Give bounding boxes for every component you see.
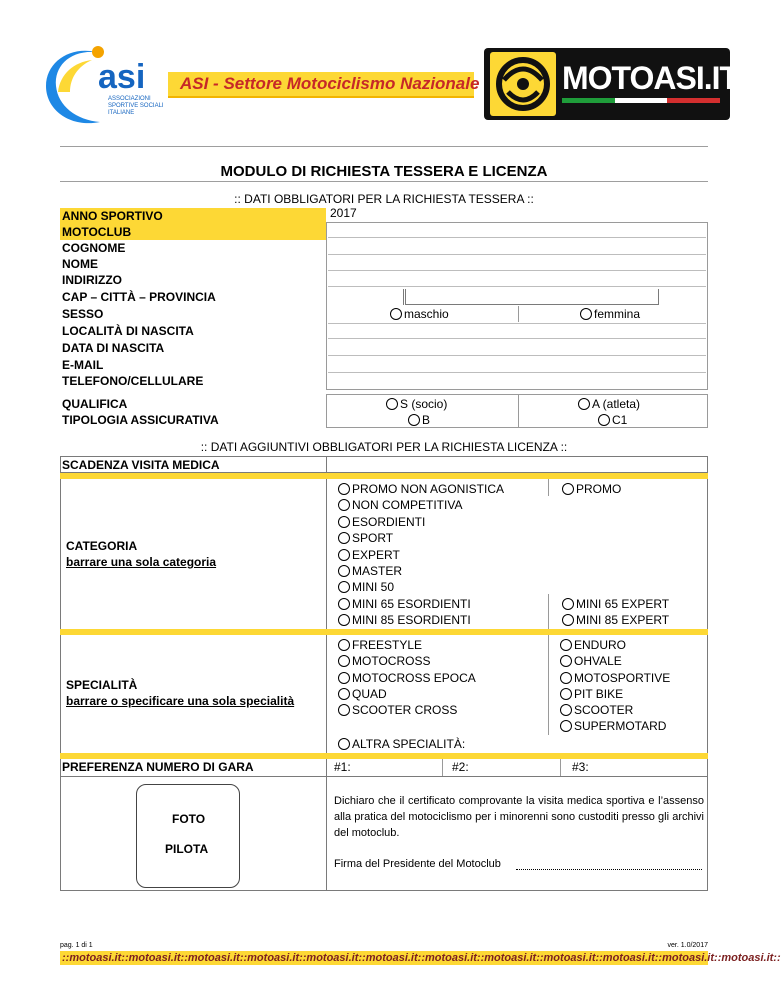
promo-divider bbox=[548, 479, 549, 496]
specialita-col-divider bbox=[548, 635, 549, 735]
categoria-option-label: MINI 85 ESORDIENTI bbox=[352, 613, 471, 627]
specialita-option-label: MOTOSPORTIVE bbox=[574, 671, 671, 685]
radio-icon[interactable] bbox=[560, 704, 572, 716]
radio-icon[interactable] bbox=[338, 614, 350, 626]
radio-icon[interactable] bbox=[338, 499, 350, 511]
radio-icon[interactable] bbox=[560, 720, 572, 732]
header-divider bbox=[60, 146, 708, 147]
label-specialita: SPECIALITÀ bbox=[66, 678, 138, 692]
tire-icon bbox=[490, 52, 556, 116]
categoria-option[interactable] bbox=[562, 596, 669, 612]
radio-icon[interactable] bbox=[562, 614, 574, 626]
label-scadenza-visita: SCADENZA VISITA MEDICA bbox=[62, 458, 220, 472]
localita-nascita-field[interactable] bbox=[328, 323, 706, 339]
numero-slot-1[interactable]: #1: bbox=[334, 760, 351, 774]
radio-icon[interactable] bbox=[338, 639, 350, 651]
scadenza-divider bbox=[326, 456, 327, 473]
radio-icon[interactable] bbox=[338, 532, 350, 544]
categoria-option-label: NON COMPETITIVA bbox=[352, 498, 463, 512]
numero-label-underline bbox=[60, 776, 326, 777]
specialita-option-label: QUAD bbox=[352, 687, 387, 701]
label-telefono: TELEFONO/CELLULARE bbox=[62, 374, 204, 388]
categoria-option-label: MASTER bbox=[352, 564, 403, 578]
radio-icon[interactable] bbox=[338, 516, 350, 528]
specialita-option[interactable] bbox=[560, 702, 633, 718]
altra-specialita-label: ALTRA SPECIALITÀ: bbox=[352, 737, 466, 751]
radio-icon[interactable] bbox=[338, 704, 350, 716]
italian-flag-stripe bbox=[562, 98, 720, 103]
altra-specialita-option[interactable] bbox=[338, 736, 465, 752]
bottom-divider bbox=[326, 759, 327, 891]
radio-icon[interactable] bbox=[598, 414, 610, 426]
radio-icon[interactable] bbox=[560, 688, 572, 700]
specialita-option[interactable] bbox=[560, 686, 623, 702]
specialita-option-label: SCOOTER bbox=[574, 703, 634, 717]
svg-text:asi: asi bbox=[98, 58, 146, 96]
label-numero-gara: PREFERENZA NUMERO DI GARA bbox=[62, 760, 254, 774]
footer-band-text: ::motoasi.it::motoasi.it::motoasi.it::motoasi.it::motoasi.it::motoasi.it::motoasi.it::motoasi.it::motoasi.it::motoasi.it::motoasi.it::motoasi.it:: bbox=[62, 952, 781, 964]
categoria-option[interactable] bbox=[338, 563, 402, 579]
declaration-text: Dichiaro che il certificato comprovante la visita medica sportiva e l’assenso alla pratica del motociclismo per i minorenni sono custoditi presso gli archivi del motoclub. bbox=[334, 795, 704, 839]
motoasi-logo bbox=[484, 48, 739, 120]
label-data-nascita: DATA DI NASCITA bbox=[62, 341, 165, 355]
specialita-option[interactable] bbox=[338, 637, 422, 653]
numero-underline bbox=[326, 776, 708, 777]
categoria-note: barrare una sola categoria bbox=[66, 555, 217, 569]
radio-icon[interactable] bbox=[578, 398, 590, 410]
categoria-option-label: MINI 65 ESORDIENTI bbox=[352, 597, 471, 611]
page-number: pag. 1 di 1 bbox=[60, 942, 93, 949]
motoasi-logo-text: MOTOASI.IT bbox=[562, 60, 739, 96]
categoria-option[interactable] bbox=[338, 514, 425, 530]
categoria-promo-option[interactable] bbox=[562, 481, 621, 497]
qualifica-atleta-option[interactable] bbox=[578, 396, 640, 412]
radio-icon[interactable] bbox=[338, 598, 350, 610]
label-cap-citta: CAP – CITTÀ – PROVINCIA bbox=[62, 290, 216, 304]
specialita-option-label: MOTOCROSS bbox=[352, 654, 431, 668]
categoria-option-label: MINI 65 EXPERT bbox=[576, 597, 670, 611]
label-tipologia-assicurativa: TIPOLOGIA ASSICURATIVA bbox=[62, 413, 219, 427]
radio-icon[interactable] bbox=[560, 639, 572, 651]
specialita-option[interactable] bbox=[560, 670, 670, 686]
radio-icon[interactable] bbox=[390, 308, 402, 320]
specialita-option-label: FREESTYLE bbox=[352, 638, 423, 652]
categoria-option-label: MINI 85 EXPERT bbox=[576, 613, 670, 627]
qualifica-divider bbox=[518, 394, 519, 428]
label-localita-nascita: LOCALITÀ DI NASCITA bbox=[62, 324, 194, 338]
label-nome: NOME bbox=[62, 257, 98, 271]
indirizzo-field[interactable] bbox=[328, 272, 706, 287]
qualifica-atleta-label: A (atleta) bbox=[592, 397, 641, 411]
categoria-option[interactable] bbox=[562, 612, 669, 628]
label-cognome: COGNOME bbox=[62, 241, 126, 255]
specialita-option[interactable] bbox=[338, 653, 430, 669]
radio-icon[interactable] bbox=[580, 308, 592, 320]
specialita-option-label: MOTOCROSS EPOCA bbox=[352, 671, 476, 685]
section1-heading: :: DATI OBBLIGATORI PER LA RICHIESTA TESSERA :: bbox=[234, 192, 534, 206]
radio-icon[interactable] bbox=[560, 655, 572, 667]
numero-divider bbox=[560, 759, 561, 776]
firma-label: Firma del Presidente del Motoclub bbox=[334, 858, 501, 870]
radio-icon[interactable] bbox=[338, 483, 350, 495]
mini-divider bbox=[548, 594, 549, 629]
specialita-option[interactable] bbox=[338, 670, 476, 686]
radio-icon[interactable] bbox=[338, 565, 350, 577]
radio-icon[interactable] bbox=[560, 672, 572, 684]
categoria-option-label: SPORT bbox=[352, 531, 394, 545]
sesso-maschio-option[interactable] bbox=[390, 306, 449, 322]
asi-logo-subtitle: ASSOCIAZIONI SPORTIVE SOCIALI ITALIANE bbox=[108, 96, 164, 116]
sesso-maschio-label: maschio bbox=[404, 307, 449, 321]
specialita-option[interactable] bbox=[560, 637, 626, 653]
sesso-femmina-label: femmina bbox=[594, 307, 641, 321]
telefono-field[interactable] bbox=[328, 373, 706, 389]
radio-icon[interactable] bbox=[338, 581, 350, 593]
tipologia-c1-option[interactable] bbox=[598, 412, 627, 428]
specialita-divider bbox=[326, 635, 327, 753]
tipologia-c1-label: C1 bbox=[612, 413, 628, 427]
foto-label: FOTO bbox=[172, 812, 206, 826]
label-email: E-MAIL bbox=[62, 358, 104, 372]
nome-field[interactable] bbox=[328, 256, 706, 271]
section2-heading: :: DATI AGGIUNTIVI OBBLIGATORI PER LA RICHIESTA LICENZA :: bbox=[200, 440, 568, 454]
radio-icon[interactable] bbox=[562, 483, 574, 495]
version: ver. 1.0/2017 bbox=[667, 942, 708, 949]
categoria-option[interactable] bbox=[338, 497, 462, 513]
specialita-note: barrare o specificare una sola specialità bbox=[66, 694, 295, 708]
qualifica-socio-option[interactable] bbox=[386, 396, 447, 412]
specialita-option-label: SUPERMOTARD bbox=[574, 719, 667, 733]
scadenza-field[interactable] bbox=[328, 458, 706, 472]
label-indirizzo: INDIRIZZO bbox=[62, 273, 122, 287]
radio-icon[interactable] bbox=[562, 598, 574, 610]
label-categoria: CATEGORIA bbox=[66, 539, 138, 553]
categoria-option-label: MINI 50 bbox=[352, 580, 395, 594]
qualifica-socio-label: S (socio) bbox=[400, 397, 448, 411]
numero-divider bbox=[442, 759, 443, 776]
citta-field[interactable] bbox=[405, 289, 659, 305]
numero-slot-3[interactable]: #3: bbox=[572, 760, 589, 774]
specialita-option[interactable] bbox=[560, 718, 666, 734]
page-title: MODULO DI RICHIESTA TESSERA E LICENZA bbox=[220, 163, 548, 180]
radio-icon[interactable] bbox=[408, 414, 420, 426]
firma-line[interactable] bbox=[516, 869, 702, 870]
categoria-option[interactable] bbox=[338, 596, 471, 612]
label-sesso: SESSO bbox=[62, 307, 104, 321]
radio-icon[interactable] bbox=[386, 398, 398, 410]
categoria-option-label: PROMO bbox=[576, 482, 622, 496]
cap-field[interactable] bbox=[328, 289, 404, 305]
email-field[interactable] bbox=[328, 357, 706, 373]
title-divider bbox=[60, 181, 708, 182]
categoria-option[interactable] bbox=[338, 612, 471, 628]
categoria-option[interactable] bbox=[338, 547, 400, 563]
categoria-option-label: PROMO NON AGONISTICA bbox=[352, 482, 505, 496]
radio-icon[interactable] bbox=[338, 738, 350, 750]
specialita-option[interactable] bbox=[338, 686, 387, 702]
categoria-option-label: ESORDIENTI bbox=[352, 515, 426, 529]
asi-logo bbox=[40, 44, 172, 128]
radio-icon[interactable] bbox=[338, 688, 350, 700]
label-anno-sportivo: ANNO SPORTIVO bbox=[60, 208, 326, 224]
categoria-divider bbox=[326, 479, 327, 629]
asi-band bbox=[168, 72, 480, 98]
provincia-field[interactable] bbox=[660, 289, 706, 305]
footer-band bbox=[60, 951, 781, 965]
specialita-option[interactable] bbox=[338, 702, 457, 718]
value-anno-sportivo: 2017 bbox=[330, 206, 357, 220]
sesso-divider bbox=[518, 306, 519, 322]
specialita-option-label: ENDURO bbox=[574, 638, 627, 652]
categoria-option[interactable] bbox=[338, 481, 504, 497]
specialita-option-label: OHVALE bbox=[574, 654, 622, 668]
asi-band-text: ASI - Settore Motociclismo Nazionale bbox=[180, 74, 480, 93]
motoclub-field[interactable] bbox=[328, 224, 706, 238]
sesso-femmina-option[interactable] bbox=[580, 306, 640, 322]
label-motoclub: MOTOCLUB bbox=[60, 224, 326, 240]
radio-icon[interactable] bbox=[338, 672, 350, 684]
tipologia-b-option[interactable] bbox=[408, 412, 430, 428]
radio-icon[interactable] bbox=[338, 549, 350, 561]
label-qualifica: QUALIFICA bbox=[62, 397, 128, 411]
categoria-option-label: EXPERT bbox=[352, 548, 400, 562]
cognome-field[interactable] bbox=[328, 240, 706, 255]
tipologia-b-label: B bbox=[422, 413, 431, 427]
qualifica-frame bbox=[326, 394, 708, 428]
numero-slot-2[interactable]: #2: bbox=[452, 760, 469, 774]
categoria-option[interactable] bbox=[338, 530, 393, 546]
pilota-label: PILOTA bbox=[165, 842, 209, 856]
foto-pilota-box[interactable] bbox=[136, 784, 240, 888]
specialita-option[interactable] bbox=[560, 653, 622, 669]
specialita-option-label: SCOOTER CROSS bbox=[352, 703, 458, 717]
radio-icon[interactable] bbox=[338, 655, 350, 667]
data-nascita-field[interactable] bbox=[328, 340, 706, 356]
categoria-option[interactable] bbox=[338, 579, 394, 595]
specialita-option-label: PIT BIKE bbox=[574, 687, 624, 701]
